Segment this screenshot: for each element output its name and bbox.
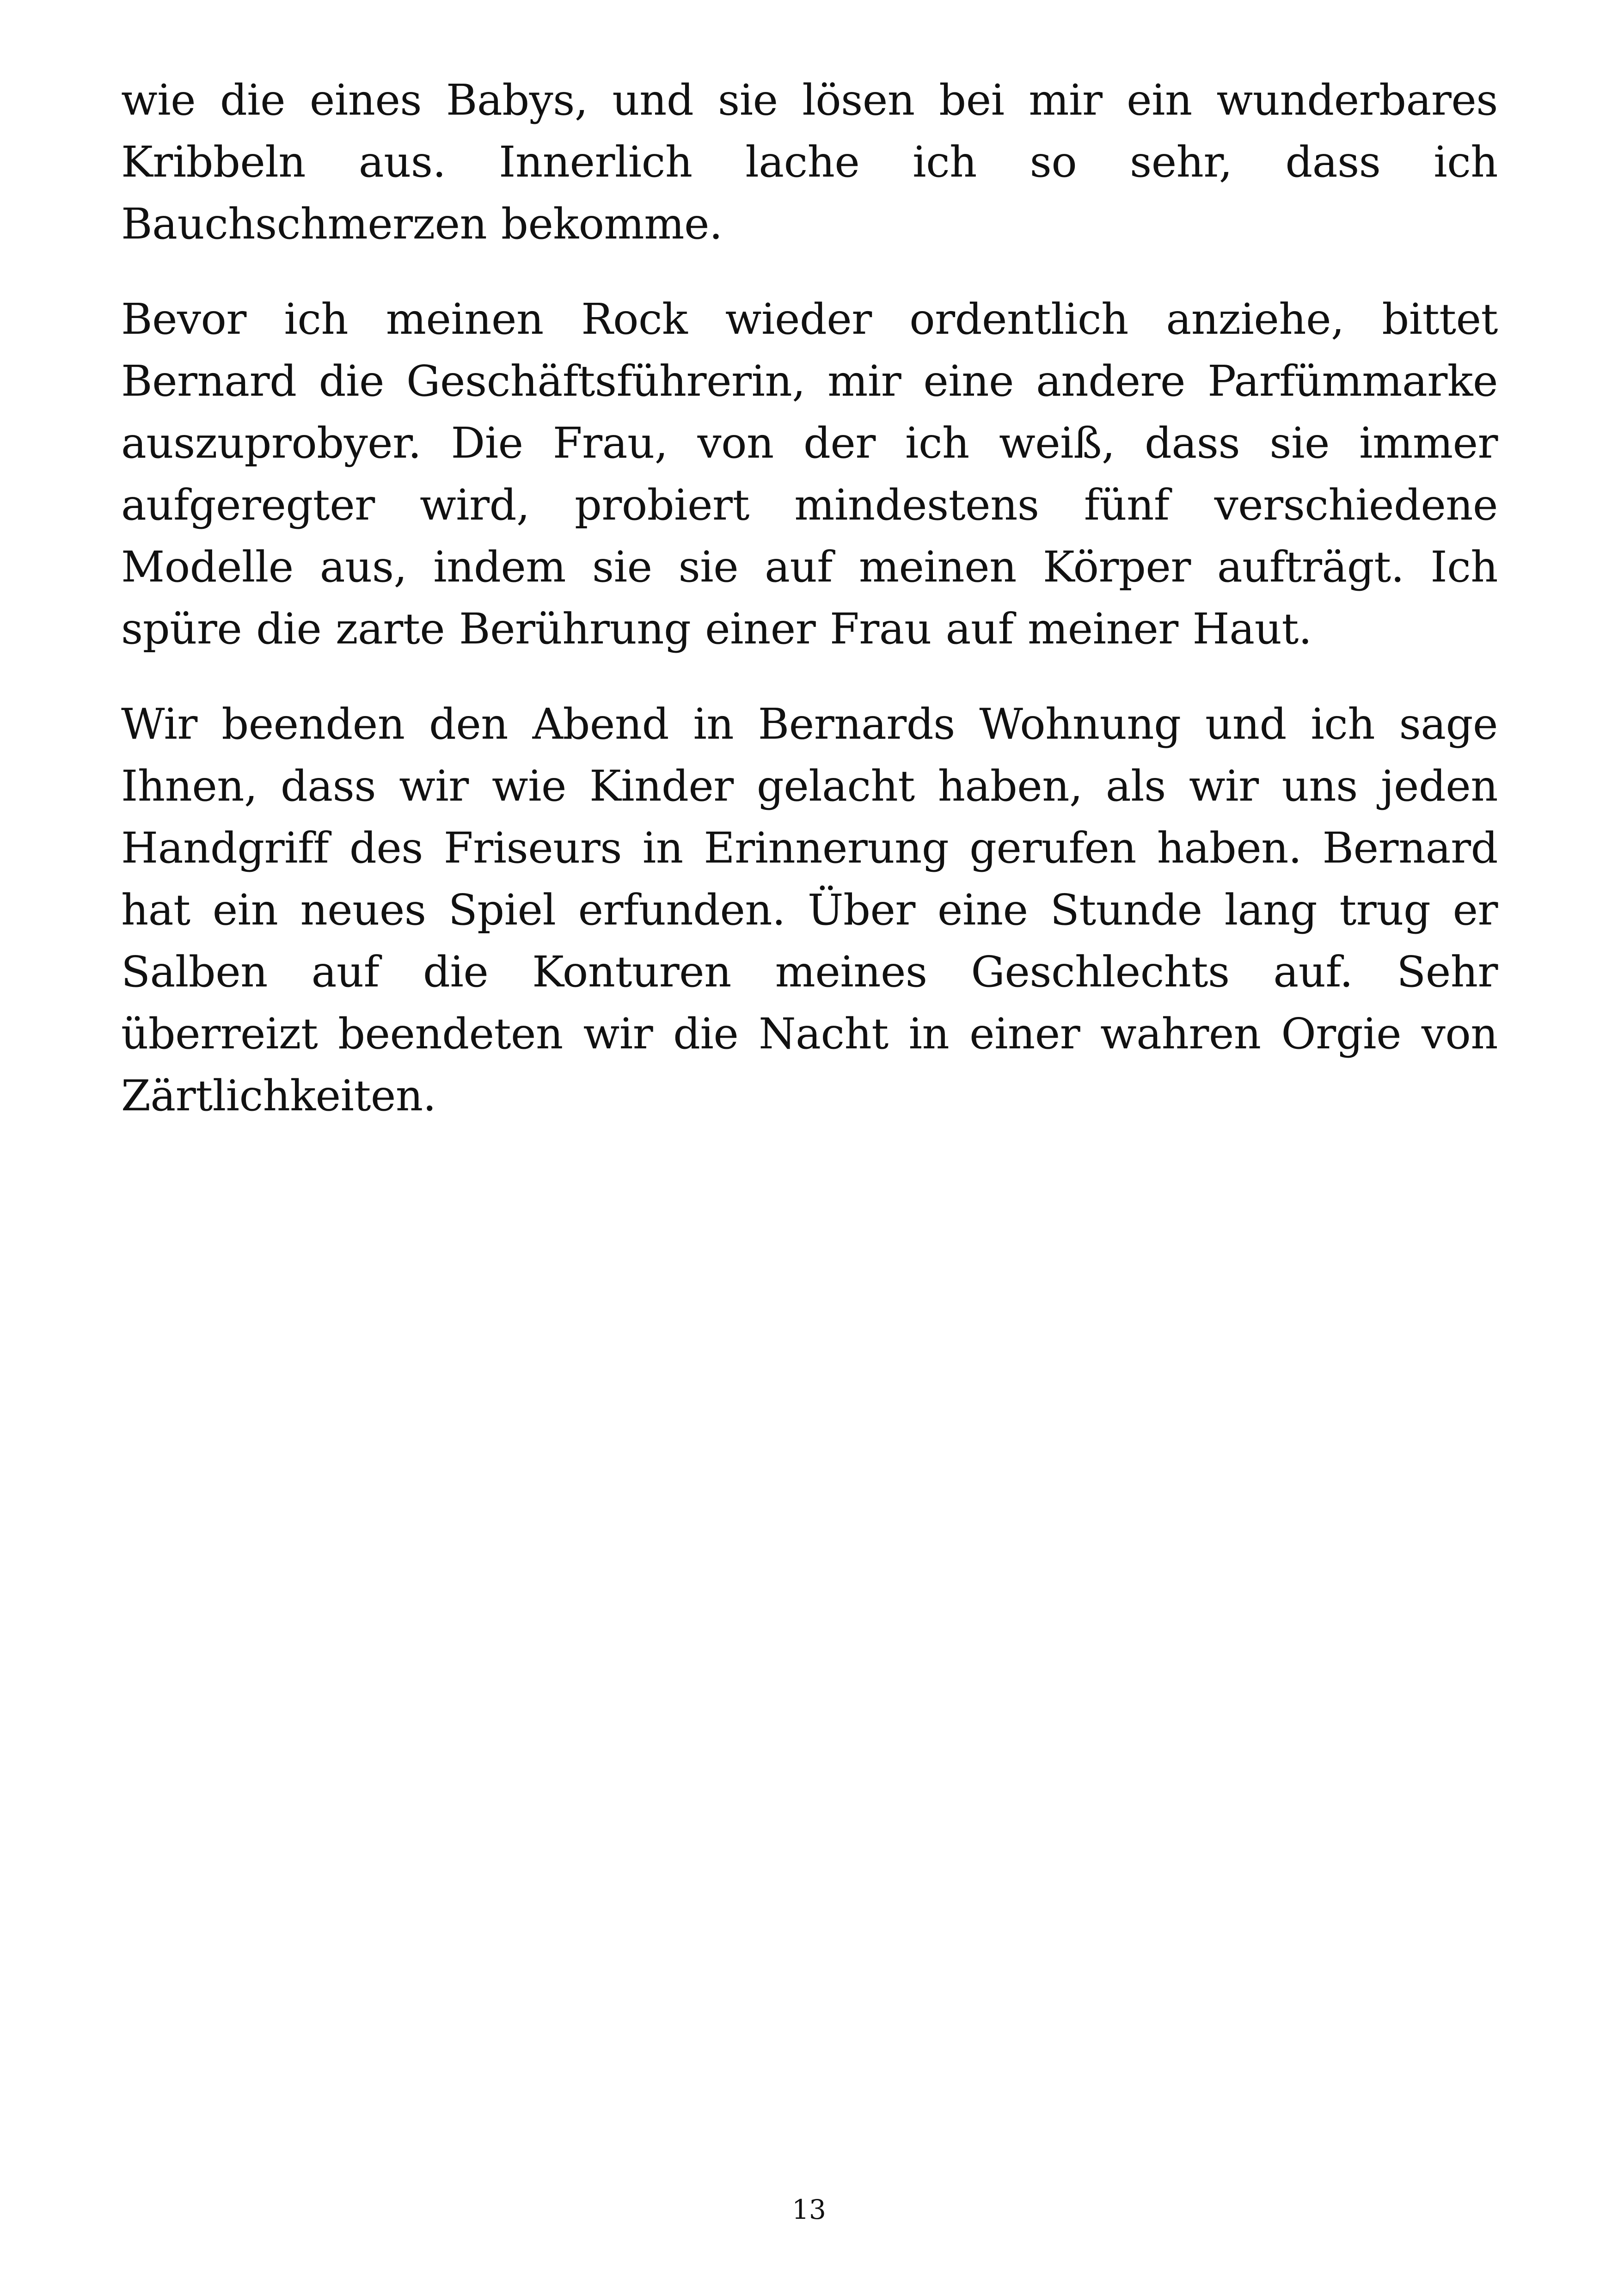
paragraph-2: Bevor ich meinen Rock wieder ordentlich anziehe, bittet Bernard die Geschäftsführerin, mir eine andere Parfümmarke auszuprobyer. Die Frau, von der ich weiß, dass sie immer aufgeregter wird, probiert mindestens fünf verschiedene Modelle aus, indem sie sie auf meinen Körper aufträgt. Ich spüre die zarte Berührung einer Frau auf meiner Haut. [121, 294, 1498, 654]
body-text [121, 69, 1498, 1160]
paragraph-3: Wir beenden den Abend in Bernards Wohnung und ich sage Ihnen, dass wir wie Kinder gelacht haben, als wir uns jeden Handgriff des Friseurs in Erinnerung gerufen haben. Bernard hat ein neues Spiel erfunden. Über eine Stunde lang trug er Salben auf die Konturen meines Geschlechts auf. Sehr überreizt beendeten wir die Nacht in einer wahren Orgie von Zärtlichkeiten. [121, 699, 1498, 1120]
paragraph-1: wie die eines Babys, und sie lösen bei mir ein wunderbares Kribbeln aus. Innerlich lache ich so sehr, dass ich Bauchschmerzen bekomme. [121, 75, 1498, 249]
page-number: 13 [792, 2194, 826, 2225]
